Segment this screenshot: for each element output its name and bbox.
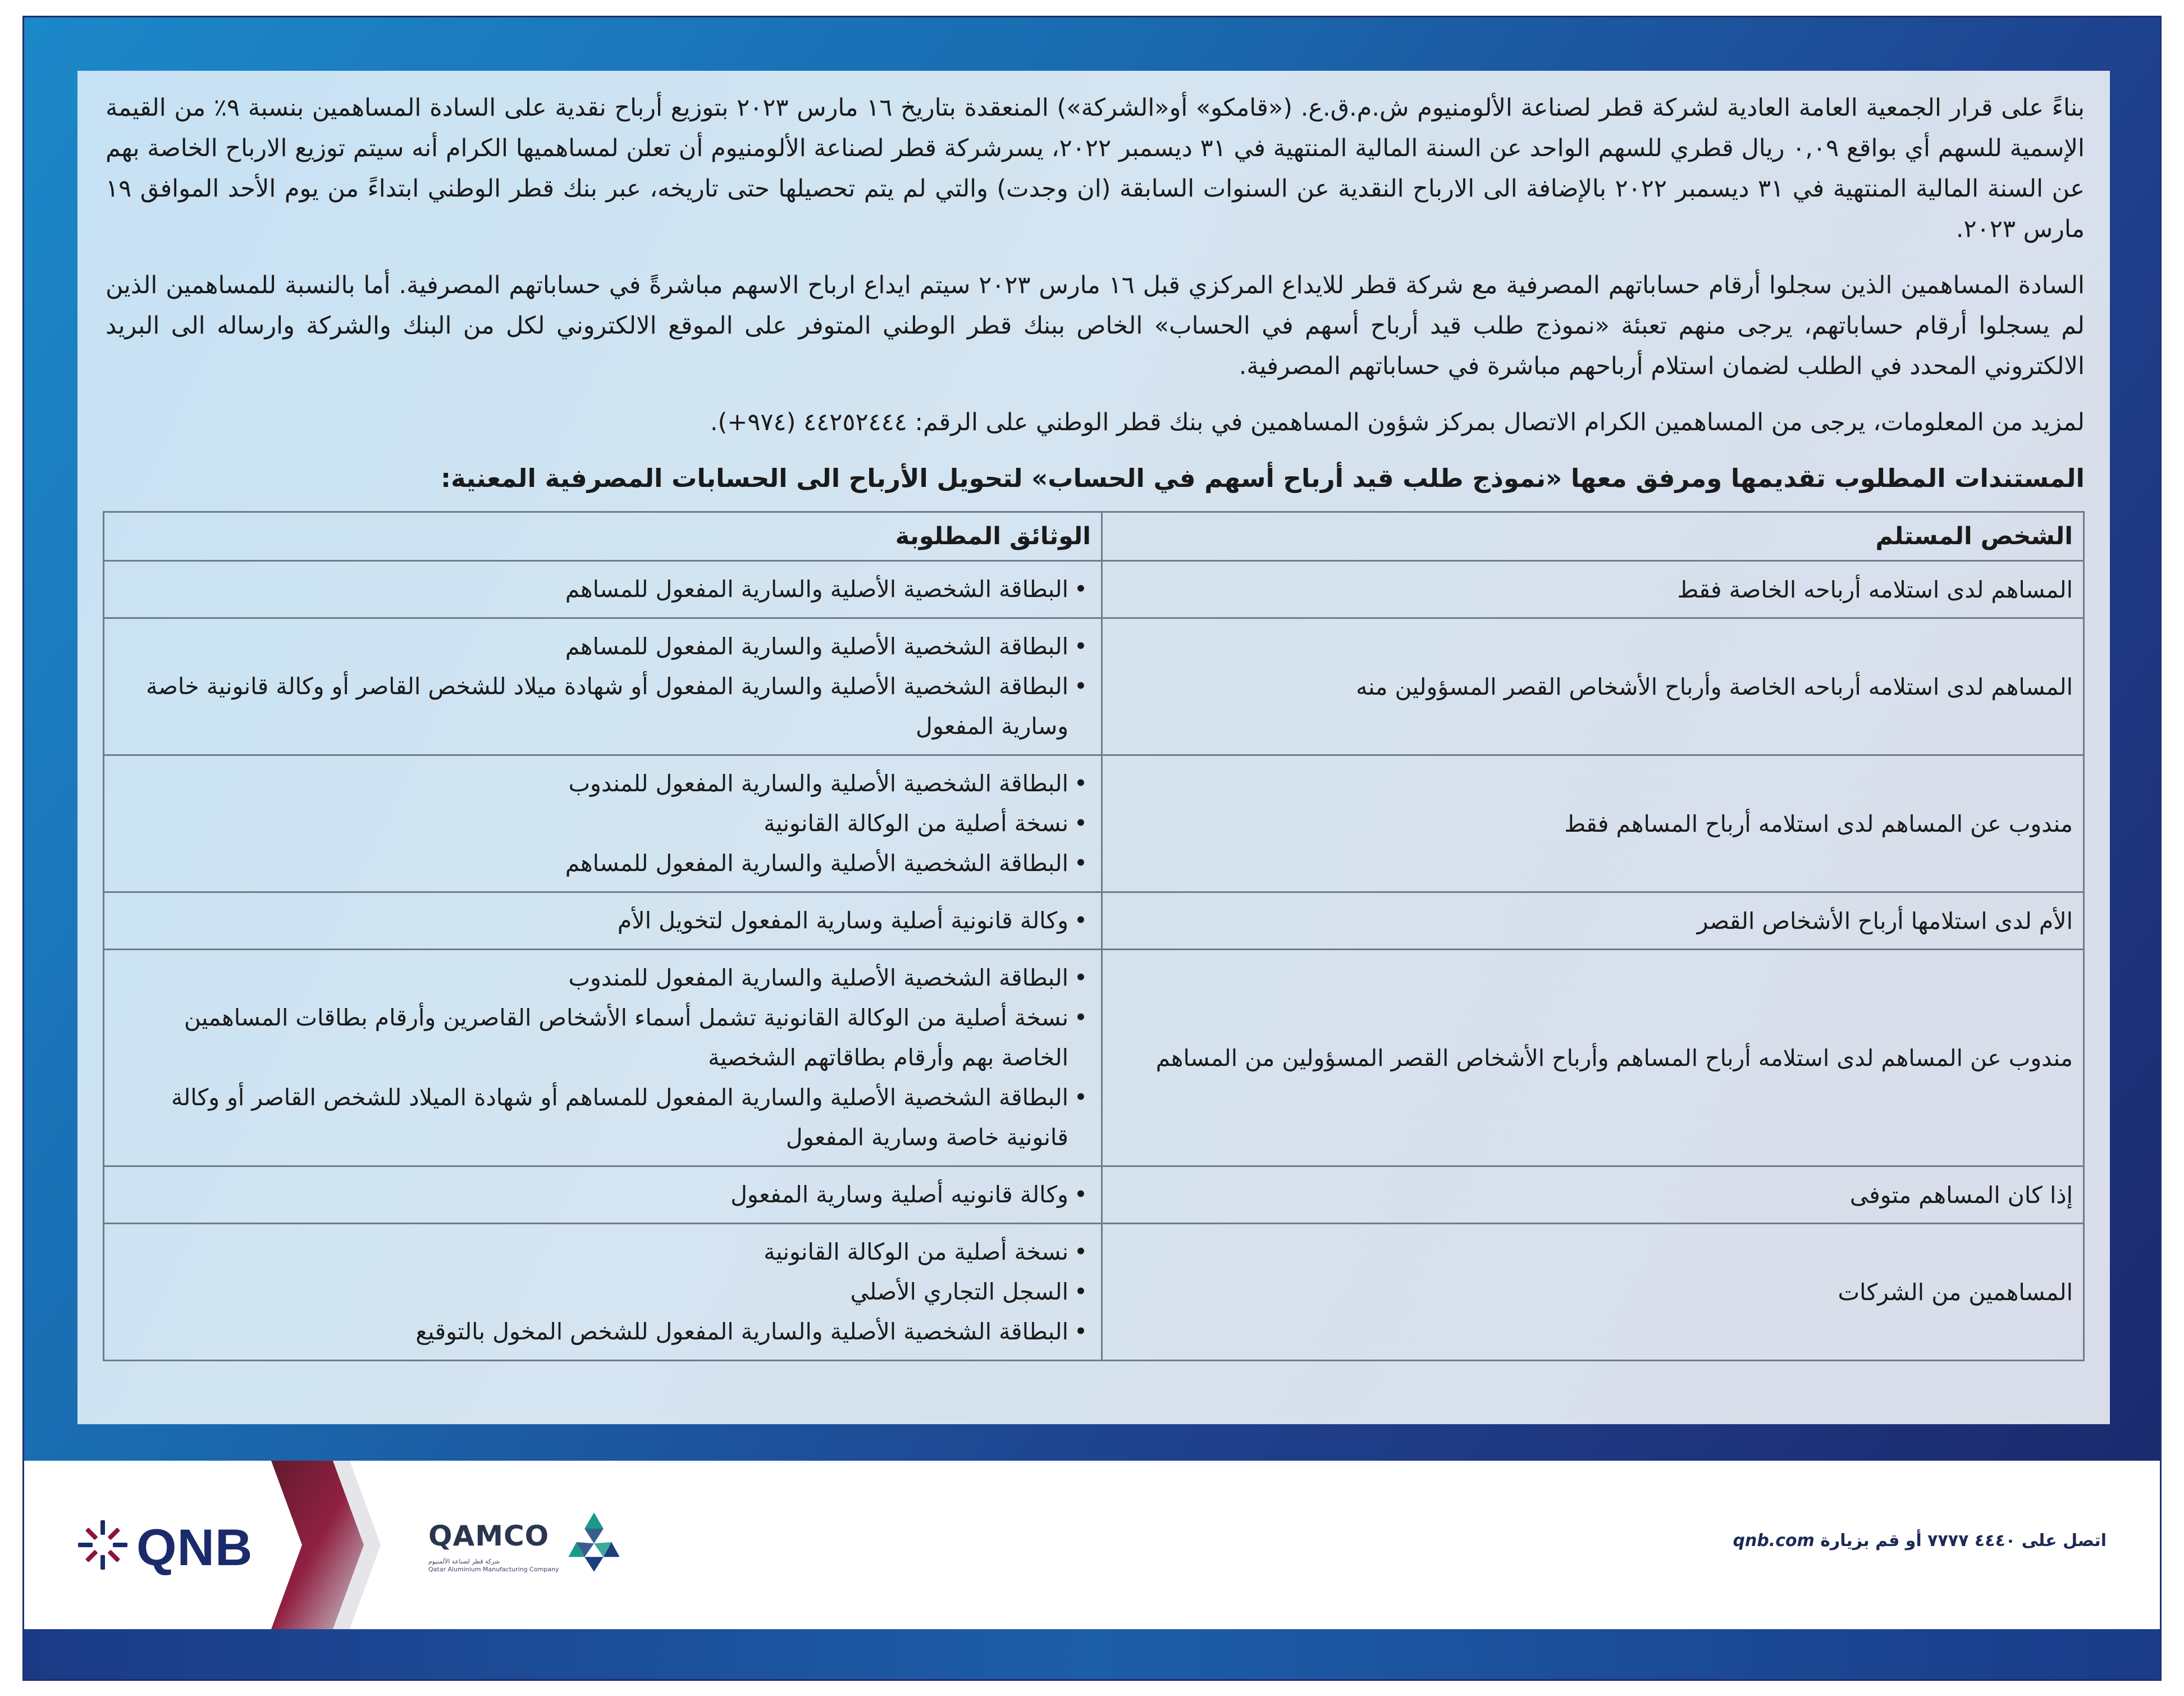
qnb-wordmark: QNB: [136, 1519, 253, 1576]
document-item: • وكالة قانونية أصلية وسارية المفعول لتخويل الأم: [115, 901, 1091, 941]
table-row: [104, 618, 2084, 755]
recipient-cell: المساهم لدى استلامه أرباحه الخاصة فقط: [1102, 561, 2084, 618]
document-item: • نسخة أصلية من الوكالة القانونية: [115, 1232, 1091, 1272]
documents-list: [115, 569, 1091, 609]
document-item: • وكالة قانونيه أصلية وسارية المفعول: [115, 1175, 1091, 1215]
footer: [24, 1461, 2160, 1629]
document-item: • البطاقة الشخصية الأصلية والسارية المفعول للشخص المخول بالتوقيع: [115, 1312, 1091, 1352]
qamco-logo: [428, 1508, 630, 1581]
table-body: [104, 561, 2084, 1361]
table-row: [104, 1224, 2084, 1361]
qamco-tagline-arabic: شركة قطر لصناعة الألمنيوم: [428, 1558, 500, 1565]
document-item: • البطاقة الشخصية الأصلية والسارية المفعول للمندوب: [115, 764, 1091, 804]
documents-heading: المستندات المطلوب تقديمها ومرفق معها «نموذج طلب قيد أرباح أسهم في الحساب» لتحويل الأرباح الى الحسابات المصرفية المعنية:: [440, 463, 2085, 493]
table-row: [104, 950, 2084, 1166]
header-recipient: الشخص المستلم: [1102, 512, 2084, 561]
documents-list: [115, 1232, 1091, 1352]
contact-text: اتصل على ٤٤٤٠ ٧٧٧٧ أو قم بزيارة: [1820, 1531, 2107, 1551]
recipient-cell: المساهمين من الشركات: [1102, 1224, 2084, 1361]
blue-background: [24, 17, 2160, 1461]
advertisement: [22, 16, 2162, 1681]
document-item: • البطاقة الشخصية الأصلية والسارية المفعول أو شهادة ميلاد للشخص القاصر أو وكالة قانونية خاصة وسارية المفعول: [115, 667, 1091, 746]
table-row: [104, 561, 2084, 618]
qnb-logo-icon: [75, 1517, 131, 1573]
bottom-blue-strip: [24, 1629, 2160, 1681]
qnb-logo: [75, 1514, 277, 1576]
qamco-logo-icon: [560, 1508, 628, 1576]
recipient-cell: إذا كان المساهم متوفى: [1102, 1166, 2084, 1224]
recipient-cell: مندوب عن المساهم لدى استلامه أرباح المساهم وأرباح الأشخاص القصر المسؤولين من المساهم: [1102, 950, 2084, 1166]
table-row: [104, 755, 2084, 892]
document-item: • السجل التجاري الأصلي: [115, 1272, 1091, 1312]
document-item: • البطاقة الشخصية الأصلية والسارية المفعول للمساهم: [115, 569, 1091, 609]
document-item: • البطاقة الشخصية الأصلية والسارية المفعول للمساهم: [115, 844, 1091, 883]
website-link[interactable]: qnb.com: [1733, 1531, 1815, 1551]
documents-list: [115, 627, 1091, 746]
documents-list: [115, 764, 1091, 883]
documents-cell: [104, 950, 1102, 1166]
contact-line: [1733, 1531, 2107, 1551]
recipient-cell: المساهم لدى استلامه أرباحه الخاصة وأرباح الأشخاص القصر المسؤولين منه: [1102, 618, 2084, 755]
documents-list: [115, 1175, 1091, 1215]
documents-list: [115, 958, 1091, 1157]
documents-list: [115, 901, 1091, 941]
maroon-chevron-decoration: [271, 1461, 412, 1629]
document-item: • البطاقة الشخصية الأصلية والسارية المفعول للمساهم: [115, 627, 1091, 667]
document-item: • البطاقة الشخصية الأصلية والسارية المفعول للمساهم أو شهادة الميلاد للشخص القاصر أو وكالة قانونية خاصة وسارية المفعول: [115, 1078, 1091, 1157]
documents-cell: [104, 561, 1102, 618]
announcement-panel: [77, 71, 2110, 1424]
recipient-cell: الأم لدى استلامها أرباح الأشخاص القصر: [1102, 892, 2084, 950]
recipient-cell: مندوب عن المساهم لدى استلامه أرباح المساهم فقط: [1102, 755, 2084, 892]
documents-cell: [104, 1166, 1102, 1224]
paragraph-contact-info: لمزيد من المعلومات، يرجى من المساهمين الكرام الاتصال بمركز شؤون المساهمين في بنك قطر الوطني على الرقم: ٤٤٢٥٢٤٤٤ (٩٧٤+).: [710, 408, 2085, 436]
documents-cell: [104, 1224, 1102, 1361]
table-row: [104, 1166, 2084, 1224]
qamco-wordmark: QAMCO: [428, 1520, 550, 1552]
table-row: [104, 892, 2084, 950]
documents-cell: [104, 618, 1102, 755]
document-item: • نسخة أصلية من الوكالة القانونية: [115, 804, 1091, 844]
document-item: • البطاقة الشخصية الأصلية والسارية المفعول للمندوب: [115, 958, 1091, 998]
document-item: • نسخة أصلية من الوكالة القانونية تشمل أسماء الأشخاص القاصرين وأرقام بطاقات المساهمين الخاصة بهم وأرقام بطاقاتهم الشخصية: [115, 998, 1091, 1078]
qamco-tagline-english: Qatar Aluminium Manufacturing Company: [428, 1566, 559, 1573]
documents-cell: [104, 755, 1102, 892]
paragraph-dividend-announcement: بناءً على قرار الجمعية العامة العادية لشركة قطر لصناعة الألومنيوم ش.م.ق.ع. («قامكو» أو«الشركة») المنعقدة بتاريخ ١٦ مارس ٢٠٢٣ بتوزيع أرباح نقدية على السادة المساهمين بنسبة ٩٪ من القيمة الإسمية للسهم أي بواقع ٠,٠٩ ريال قطري للسهم الواحد عن السنة المالية المنتهية في ٣١ ديسمبر ٢٠٢٢، يسرشركة قطر لصناعة الألومنيوم أن تعلن لمساهميها الكرام أنه سيتم توزيع الارباح الخاصة بهم عن السنة المالية المنتهية في ٣١ ديسمبر ٢٠٢٢ بالإضافة الى الارباح النقدية عن السنوات السابقة (ان وجدت) والتي لم يتم تحصيلها حتى تاريخه، عبر بنك قطر الوطني ابتداءً من يوم الأحد الموافق ١٩ مارس ٢٠٢٣.: [106, 94, 2085, 243]
documents-cell: [104, 892, 1102, 950]
required-documents-table: [103, 511, 2085, 1361]
qamco-tagline: [428, 1558, 559, 1574]
paragraph-bank-accounts: السادة المساهمين الذين سجلوا أرقام حساباتهم المصرفية مع شركة قطر للايداع المركزي قبل ١٦ مارس ٢٠٢٣ سيتم ايداع ارباح الاسهم مباشرةً في حساباتهم المصرفية. أما بالنسبة للمساهمين الذين لم يسجلوا أرقام حساباتهم، يرجى منهم تعبئة «نموذج طلب قيد أرباح أسهم في الحساب» الخاص ببنك قطر الوطني المتوفر على الموقع الالكتروني لكل من البنك والشركة وارساله الى البريد الالكتروني المحدد في الطلب لضمان استلام أرباحهم مباشرة في حساباتهم المصرفية.: [106, 271, 2085, 380]
table-header-row: [104, 512, 2084, 561]
header-required-documents: الوثائق المطلوبة: [104, 512, 1102, 561]
